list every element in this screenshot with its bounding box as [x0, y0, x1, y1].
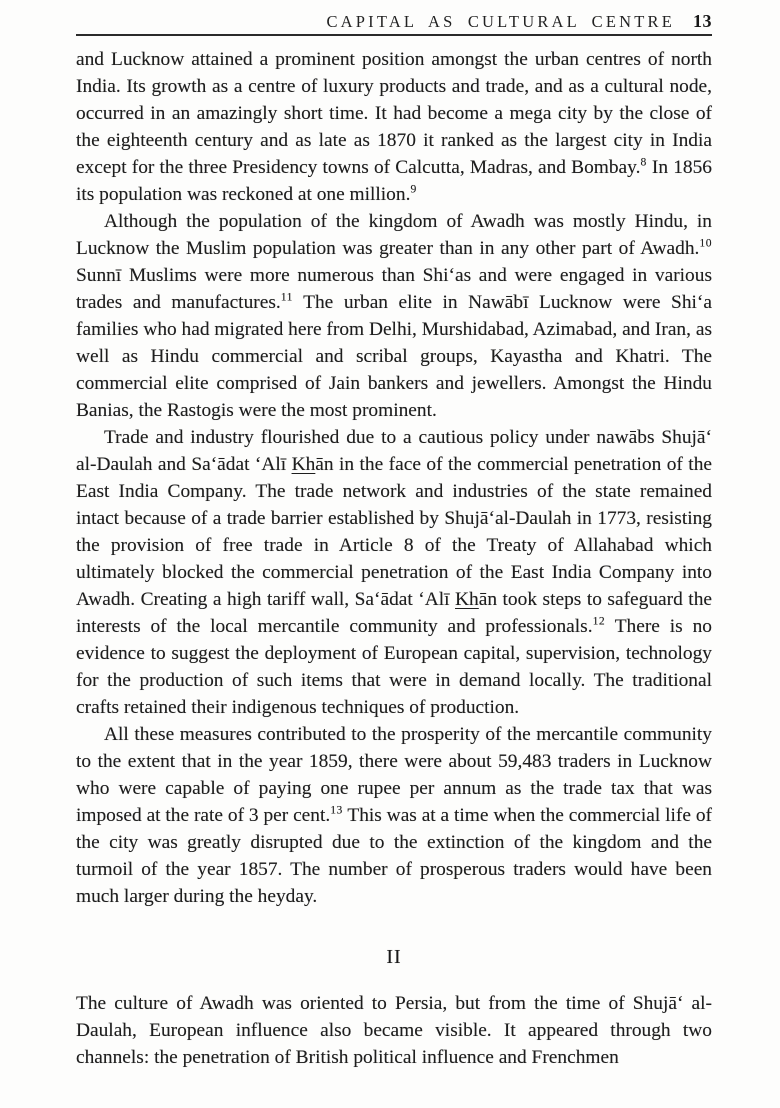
text-run: In 1856 its population was reckoned at one million. [76, 157, 712, 205]
section-heading: II [386, 946, 402, 968]
transliteration-underline: Kh [455, 589, 479, 610]
text-run: Trade and industry flourished due to a cautious policy under nawābs Shujā‘ al-Daulah and Sa‘ādat ‘Alī [76, 427, 712, 475]
header-rule [76, 34, 712, 36]
footnote-ref: 8 [640, 155, 647, 169]
page-number: 13 [693, 11, 712, 31]
text-run: The urban elite in Nawābī Lucknow were Shi‘a families who had migrated here from Delhi, Murshidabad, Azimabad, and Iran, as well as Hindu commercial and scribal groups, Kayastha and Khatri. The commercial elite comprised of Jain bankers and jewellers. Amongst the Hindu Banias, the Rastogis were the most prominent. [76, 292, 712, 421]
paragraph [76, 990, 712, 1071]
page-header [76, 9, 712, 33]
transliteration-underline: Kh [291, 454, 316, 475]
text-run: Although the population of the kingdom of Awadh was mostly Hindu, in Lucknow the Muslim population was greater than in any other part of Awadh. [76, 211, 712, 259]
running-title: CAPITAL AS CULTURAL CENTRE [326, 12, 675, 31]
text-run: The culture of Awadh was oriented to Persia, but from the time of Shujā‘ al-Daulah, European influence also became visible. It appeared through two channels: the penetration of British political influence and Frenchmen [76, 993, 712, 1068]
paragraph [76, 208, 712, 424]
footnote-ref: 9 [410, 182, 417, 196]
text-run: Sunnī Muslims were more numerous than Shi‘as and were engaged in various trades and manufactures. [76, 265, 712, 313]
footnote-ref: 12 [592, 614, 606, 628]
footnote-ref: 11 [280, 290, 293, 304]
footnote-ref: 10 [699, 236, 712, 250]
text-run: and Lucknow attained a prominent position amongst the urban centres of north India. Its growth as a centre of luxury products and trade, and as a cultural node, occurred in an amazingly short time. It had become a mega city by the close of the eighteenth century and as late as 1870 it ranked as the largest city in India except for the three Presidency towns of Calcutta, Madras, and Bombay. [76, 49, 712, 178]
text-run: ān took steps to safeguard the interests of the local mercantile community and professionals. [76, 589, 712, 637]
body-text [76, 46, 712, 1071]
text-run: All these measures contributed to the prosperity of the mercantile community to the extent that in the year 1859, there were about 59,483 traders in Lucknow who were capable of paying one rupee per annum as the trade tax that was imposed at the rate of 3 per cent. [76, 724, 712, 826]
paragraph [76, 46, 712, 208]
paragraph [76, 424, 712, 721]
text-run: There is no evidence to suggest the deployment of European capital, supervision, technology for the production of such items that were in demand locally. The traditional crafts retained their indigenous techniques of production. [76, 616, 712, 718]
text-run: This was at a time when the commercial life of the city was greatly disrupted due to the extinction of the kingdom and the turmoil of the year 1857. The number of prosperous traders would have been much larger during the heyday. [76, 805, 712, 907]
text-run: ān in the face of the commercial penetration of the East India Company. The trade network and industries of the state remained intact because of a trade barrier established by Shujā‘al-Daulah in 1773, resisting the provision of free trade in Article 8 of the Treaty of Allahabad which ultimately blocked the commercial penetration of the East India Company into Awadh. Creating a high tariff wall, Sa‘ādat ‘Alī [76, 454, 712, 610]
paragraph [76, 721, 712, 910]
footnote-ref: 13 [330, 803, 343, 817]
